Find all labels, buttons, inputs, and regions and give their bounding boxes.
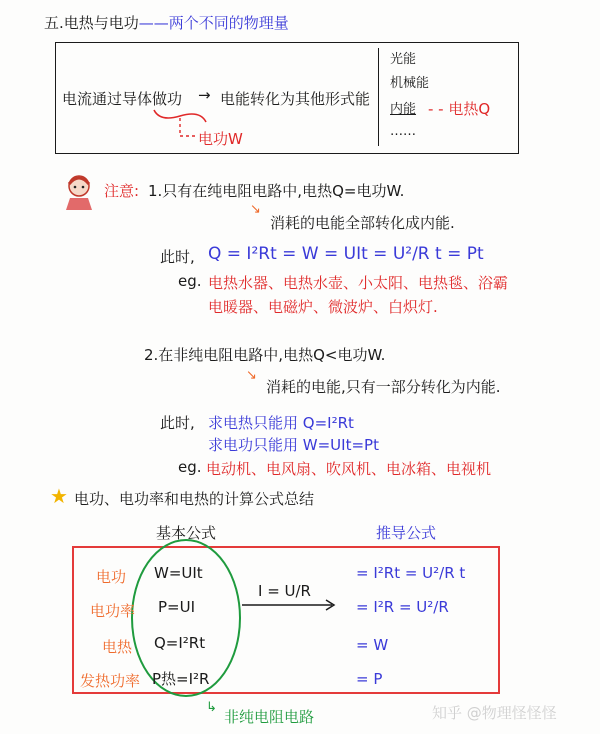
case2-formula2: 求电功只能用 W=UIt=Pt xyxy=(208,436,379,454)
girl-avatar-icon xyxy=(62,172,96,212)
col-basic-header: 基本公式 xyxy=(156,524,217,542)
case2-eg: eg. xyxy=(178,458,202,476)
case2-formula-prefix: 此时, xyxy=(160,414,195,432)
circle-note: 非纯电阻电路 xyxy=(224,708,315,726)
row-heat-derived: = W xyxy=(356,636,389,654)
derive-arrow-icon xyxy=(240,598,340,612)
heat-label xyxy=(428,98,490,119)
case1-examples-line1: 电热水器、电热水壶、小太阳、电热毯、浴霸 xyxy=(208,274,509,292)
row-heat-basic: Q=I²Rt xyxy=(154,634,206,652)
row-heatpower-name: 发热功率 xyxy=(80,672,141,690)
row-work-name: 电功 xyxy=(96,568,127,586)
row-work-derived: = I²Rt = U²/R t xyxy=(356,564,466,582)
case1-eg: eg. xyxy=(178,272,202,290)
case2-formula1: 求电热只能用 Q=I²Rt xyxy=(208,414,354,432)
box-middle-text: 电能转化为其他形式能 xyxy=(220,90,371,108)
case1-explain: 消耗的电能全部转化成内能. xyxy=(270,214,455,232)
case1-formula-prefix: 此时, xyxy=(160,248,195,266)
case1-arrow-icon: ↘ xyxy=(250,202,261,217)
case1-line: 1.只有在纯电阻电路中,电热Q=电功W. xyxy=(148,182,405,200)
case1-examples-line2: 电暖器、电磁炉、微波炉、白炽灯. xyxy=(208,298,438,316)
heading-dash: —— xyxy=(138,14,169,32)
row-power-basic: P=UI xyxy=(158,598,196,616)
case2-examples: 电动机、电风扇、吹风机、电冰箱、电视机 xyxy=(206,460,492,478)
form-light: 光能 xyxy=(390,52,417,67)
col-derived-header: 推导公式 xyxy=(376,524,437,542)
note-label: 注意: xyxy=(104,182,140,200)
box-left-text: 电流通过导体做功 xyxy=(62,90,183,108)
row-heatpower-basic: P热=I²R xyxy=(152,670,210,688)
case2-line: 2.在非纯电阻电路中,电热Q<电功W. xyxy=(144,346,386,364)
row-power-name: 电功率 xyxy=(90,602,136,620)
heading-number: 五.电热与电功 xyxy=(44,14,139,32)
heading-subtitle: 两个不同的物理量 xyxy=(168,14,289,32)
row-heatpower-derived: = P xyxy=(356,670,383,688)
form-more: …… xyxy=(390,124,416,139)
circle-note-arrow-icon: ↳ xyxy=(206,700,217,715)
case1-formula: Q = I²Rt = W = UIt = U²/R t = Pt xyxy=(208,244,484,264)
star-icon: ★ xyxy=(50,484,68,508)
watermark: 知乎 @物理怪怪怪 xyxy=(432,704,557,722)
form-internal: 内能 xyxy=(390,102,417,117)
row-work-basic: W=UIt xyxy=(154,564,203,582)
form-mechanical: 机械能 xyxy=(390,76,430,91)
work-label: 电功W xyxy=(198,130,243,148)
heat-label-text: 电热Q xyxy=(448,100,491,118)
heat-arrow-icon: - - xyxy=(428,100,444,118)
heading xyxy=(44,12,289,33)
ohms-law-formula: I = U/R xyxy=(258,582,311,600)
case2-explain: 消耗的电能,只有一部分转化为内能. xyxy=(266,378,501,396)
summary-title: 电功、电功率和电热的计算公式总结 xyxy=(74,490,315,508)
box-divider xyxy=(378,48,379,146)
row-heat-name: 电热 xyxy=(102,638,133,656)
row-power-derived: = I²R = U²/R xyxy=(356,598,449,616)
arrow-icon: → xyxy=(198,86,211,104)
case2-arrow-icon: ↘ xyxy=(246,368,257,383)
